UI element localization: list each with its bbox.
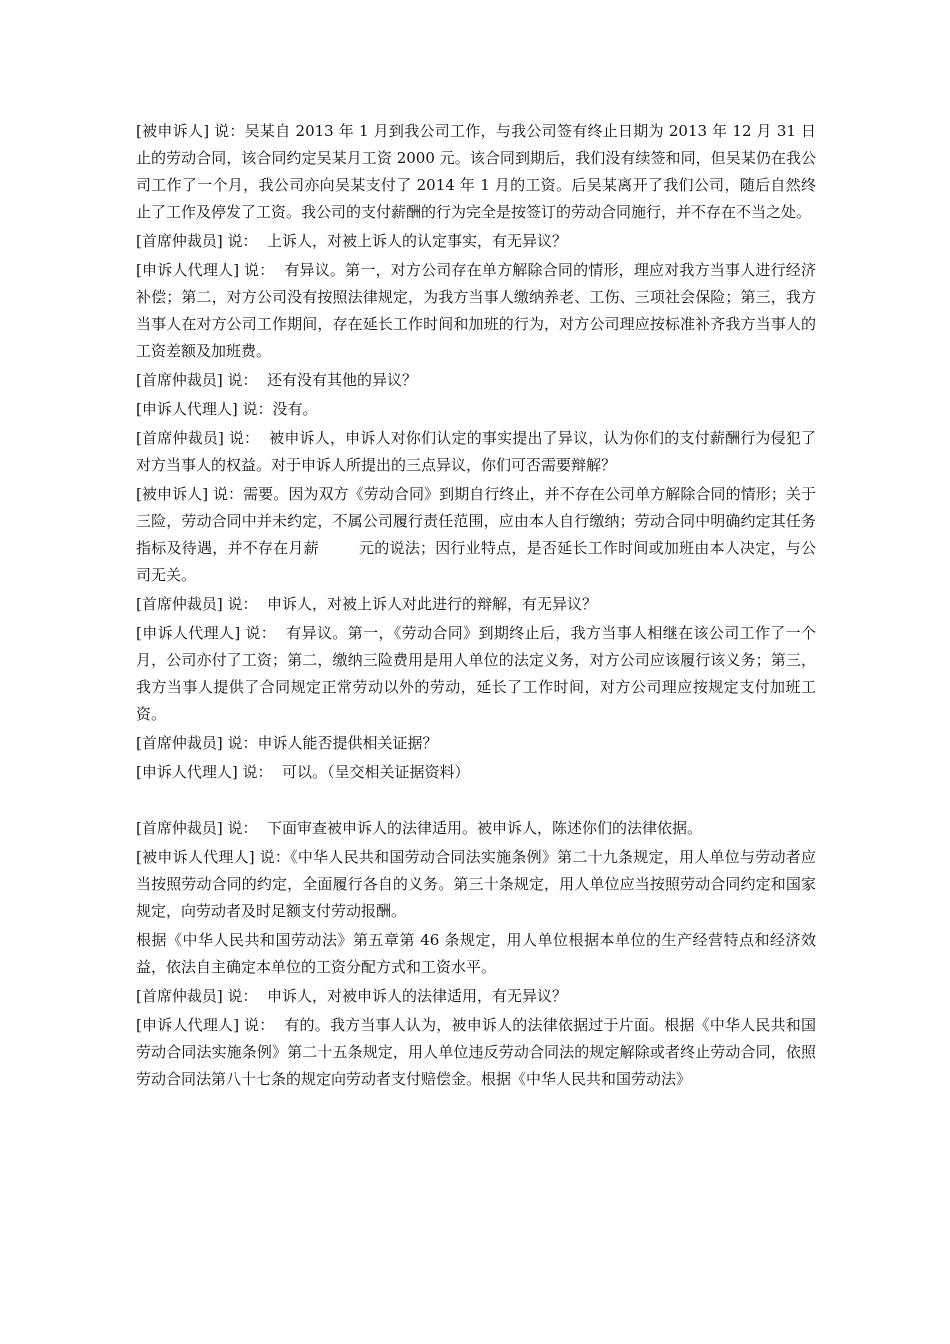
paragraph-agent-reply-none: [申诉人代理人] 说：没有。 bbox=[136, 400, 318, 418]
paragraph-arbitrator-question-5: [首席仲裁员] 说： 申诉人，对被申诉人的法律适用，有无异议？ bbox=[136, 987, 568, 1005]
paragraph-arbitrator-question-3: [首席仲裁员] 说： 被申诉人，申诉人对你们认定的事实提出了异议，认为你们的支付薪酬行为侵犯了对方当事人的权益。对于申诉人所提出的三点异议，你们可否需要辩解？ bbox=[136, 429, 816, 474]
paragraph-respondent-statement: [被申诉人] 说：吴某自 2013 年 1 月到我公司工作，与我公司签有终止日期为 2013 年 12 月 31 日止的劳动合同，该合同约定吴某月工资 2000 元。该合同到期后，我们没有续签和同，但吴某仍在我公司工作了一个月，我公司亦向吴某支付了 2014 年 1 月的工资。后吴某离开了我们公司，随后自然终止了工作及停发了工资。我公司的支付薪酬的行为完全是按签订的劳动合同施行，并不存在不当之处。 bbox=[136, 122, 816, 221]
paragraph-labor-law-article: 根据《中华人民共和国劳动法》第五章第 46 条规定，用人单位根据本单位的生产经营特点和经济效益，依法自主确定本单位的工资分配方式和工资水平。 bbox=[136, 931, 816, 976]
paragraph-agent-objection-2: [申诉人代理人] 说： 有异议。第一，《劳动合同》到期终止后，我方当事人相继在该公司工作了一个月，公司亦付了工资；第二，缴纳三险费用是用人单位的法定义务，对方公司应该履行该义务；第三，我方当事人提供了合同规定正常劳动以外的劳动，延长了工作时间，对方公司理应按规定支付加班工资。 bbox=[136, 624, 816, 723]
paragraph-agent-objection-1: [申诉人代理人] 说： 有异议。第一，对方公司存在单方解除合同的情形，理应对我方当事人进行经济补偿；第二，对方公司没有按照法律规定，为我方当事人缴纳养老、工伤、三项社会保险；第三，我方当事人在对方公司工作期间，存在延长工作时间和加班的行为，对方公司理应按标准补齐我方当事人的工资差额及加班费。 bbox=[136, 261, 816, 360]
paragraph-agent-evidence-reply: [申诉人代理人] 说： 可以。（呈交相关证据资料） bbox=[136, 763, 470, 781]
paragraph-arbitrator-question-2: [首席仲裁员] 说： 还有没有其他的异议？ bbox=[136, 371, 418, 389]
paragraph-arbitrator-law-review: [首席仲裁员] 说： 下面审查被申诉人的法律适用。被申诉人，陈述你们的法律依据。 bbox=[136, 819, 703, 837]
paragraph-respondent-agent-law: [被申诉人代理人] 说：《中华人民共和国劳动合同法实施条例》第二十九条规定，用人单位与劳动者应当按照劳动合同的约定，全面履行各自的义务。第三十条规定，用人单位应当按照劳动合同约定和国家规定，向劳动者及时足额支付劳动报酬。 bbox=[136, 848, 816, 920]
paragraph-respondent-defense: [被申诉人] 说：需要。因为双方《劳动合同》到期自行终止，并不存在公司单方解除合同的情形；关于三险，劳动合同中并未约定，不属公司履行责任范围，应由本人自行缴纳；劳动合同中明确约定其任务指标及待遇，并不存在月薪 元的说法；因行业特点，是否延长工作时间或加班由本人决定，与公司无关。 bbox=[136, 485, 816, 584]
document-body bbox=[136, 118, 816, 1095]
paragraph-arbitrator-question-1: [首席仲裁员] 说： 上诉人，对被上诉人的认定事实，有无异议？ bbox=[136, 232, 568, 250]
paragraph-arbitrator-evidence-request: [首席仲裁员] 说：申诉人能否提供相关证据？ bbox=[136, 734, 438, 752]
paragraph-arbitrator-question-4: [首席仲裁员] 说： 申诉人，对被上诉人对此进行的辩解，有无异议？ bbox=[136, 595, 598, 613]
blank-line bbox=[136, 788, 816, 815]
paragraph-agent-law-objection: [申诉人代理人] 说： 有的。我方当事人认为，被申诉人的法律依据过于片面。根据《中华人民共和国劳动合同法实施条例》第二十五条规定，用人单位违反劳动合同法的规定解除或者终止劳动合同，依照劳动合同法第八十七条的规定向劳动者支付赔偿金。根据《中华人民共和国劳动法》 bbox=[136, 1016, 816, 1088]
